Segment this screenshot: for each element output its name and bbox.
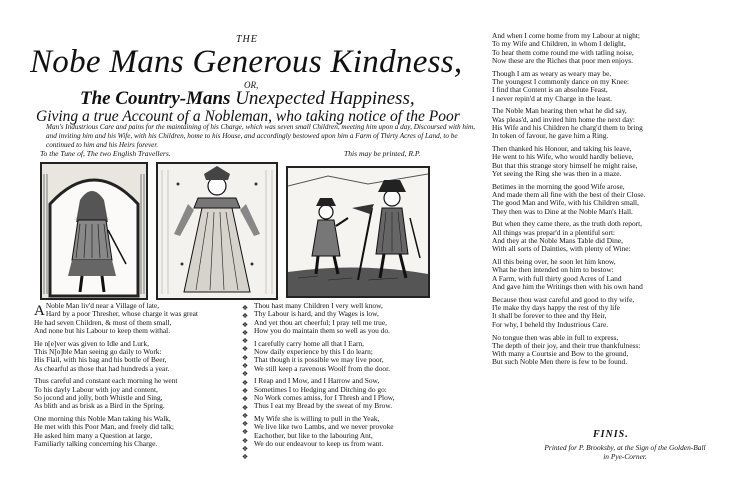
verse-line: No Work comes amiss, for I Thresh and I Plow, bbox=[254, 392, 395, 402]
verse-line: Noble Man liv'd near a Village of late, bbox=[45, 301, 160, 310]
verse-line: Hard by a poor Thresher, whose charge it was great bbox=[45, 309, 198, 319]
verse-line: The depth of their joy, and their true thankfulness: bbox=[492, 340, 641, 350]
stanza bbox=[34, 377, 234, 410]
gentleman-woodcut bbox=[40, 162, 148, 300]
verse-line: With all sorts of Dainties, with plenty of Wine: bbox=[492, 244, 631, 254]
verse-line: No tongue then was able in full to express, bbox=[492, 332, 619, 342]
verse-line: So jocond and jolly, both Whistle and Sing, bbox=[34, 392, 163, 402]
verse-line: Now these are the Riches that poor men enjoys. bbox=[492, 55, 633, 65]
verse-line: Betimes in the morning the good Wife arose, bbox=[492, 181, 625, 191]
stanza bbox=[492, 258, 728, 291]
subtitle-account: Giving a true Account of a Nobleman, who taking notice of the Poor bbox=[36, 108, 460, 125]
verse-line: Now daily experience by this I do learn; bbox=[254, 346, 373, 356]
verse-line: And gave him the Writings then with his own hand bbox=[492, 282, 643, 292]
verse-line: We live like two Lambs, and we never provoke bbox=[254, 422, 394, 432]
verse-line: His Wife and his Children he charg'd them to bring bbox=[492, 122, 643, 132]
stanza bbox=[254, 415, 468, 448]
stanza bbox=[492, 107, 728, 140]
verse-line: In token of favour, he gave him a Ring. bbox=[492, 131, 609, 141]
stanza bbox=[254, 340, 468, 373]
verse-line: And they at the Noble Mans Table did Dine, bbox=[492, 236, 623, 246]
verse-line: Then thanked his Honour, and taking his leave, bbox=[492, 144, 632, 154]
verse-line: He had seven Children, & most of them small, bbox=[34, 317, 172, 327]
verse-line: But such Noble Men there is few to be found. bbox=[492, 357, 628, 367]
subtitle bbox=[80, 88, 415, 110]
verse-line: With many a Courtsie and Bow to the ground, bbox=[492, 349, 629, 359]
verse-line: Sometimes I to Hedging and Ditching do go: bbox=[254, 384, 387, 394]
noble-lady-woodcut bbox=[156, 162, 278, 300]
countrymen-woodcut bbox=[286, 166, 430, 298]
verse-line: And none but his Labour to keep them withal. bbox=[34, 325, 171, 335]
stanza bbox=[492, 334, 728, 367]
verse-line: He went to his Wife, who would hardly believe, bbox=[492, 152, 634, 162]
pre-title: THE bbox=[236, 34, 258, 45]
subtitle-rest: Unexpected Happiness, bbox=[230, 88, 415, 109]
verse-line: Was pleas'd, and invited him home the next day: bbox=[492, 114, 635, 124]
verse-line: This N[o]ble Man seeing go daily to Work: bbox=[34, 346, 162, 356]
verse-line: He met with this Poor Man, and freely did talk; bbox=[34, 422, 174, 432]
verse-line: I Reap and I Mow, and I Harrow and Sow, bbox=[254, 376, 380, 386]
verse-line: And when I come home from my Labour at night; bbox=[492, 31, 640, 40]
verse-line: But when they came there, as the truth doth report, bbox=[492, 219, 643, 229]
printer-imprint bbox=[520, 443, 730, 461]
verse-line: I'le make thy days happy the rest of thy life bbox=[492, 303, 620, 313]
verse-line: The youngest I commonly dance on my Knee: bbox=[492, 76, 629, 86]
verse-line: He n[e]ver was given to Idle and Lurk, bbox=[34, 338, 149, 348]
verse-line: That though it is possible we may live poor, bbox=[254, 355, 384, 365]
stanza bbox=[34, 302, 234, 335]
verse-column-1 bbox=[34, 302, 234, 453]
verse-line: We do our endeavour to keep us from want. bbox=[254, 438, 384, 448]
verse-line: To my Wife and Children, in whom I delight, bbox=[492, 39, 626, 49]
stanza bbox=[34, 340, 234, 373]
stanza bbox=[492, 296, 728, 329]
verse-line: And made them all fine with the best of their Close. bbox=[492, 190, 646, 200]
licence-text: This may be printed, R.P. bbox=[344, 149, 421, 158]
stanza bbox=[254, 302, 468, 335]
verse-line: My Wife she is willing to pull in the Yeak, bbox=[254, 414, 380, 424]
finis-label: FINIS. bbox=[593, 429, 629, 440]
main-title: Nobe Mans Generous Kindness, bbox=[30, 44, 463, 80]
verse-line: It shall be forever to thee and thy Heir, bbox=[492, 311, 607, 321]
verse-line: A Farm, with full thirty good Acres of Land bbox=[492, 273, 622, 283]
verse-line: I carefully carry home all that I Earn, bbox=[254, 338, 364, 348]
verse-line: I never repin'd at my Charge in the least. bbox=[492, 93, 613, 103]
stanza bbox=[492, 220, 728, 253]
verse-line: The good Man and Wife, with his Children small, bbox=[492, 198, 639, 208]
or-line: OR, bbox=[244, 80, 259, 90]
verse-line: And yet thou art cheerful; I pray tell me true, bbox=[254, 317, 387, 327]
verse-line: All things was prepar'd in a plentiful sort: bbox=[492, 227, 616, 237]
verse-column-3 bbox=[492, 32, 728, 371]
subtitle-bold: The Country-Mans bbox=[80, 88, 231, 109]
stanza bbox=[492, 145, 728, 178]
verse-line: His Flail, with his bag and his bottle of Beer, bbox=[34, 355, 167, 365]
imprint-line-2: in Pye-Corner. bbox=[603, 452, 647, 461]
verse-line: Thus I eat my Bread by the sweat of my Brow. bbox=[254, 401, 393, 411]
verse-line: We still keep a ravenous Woolf from the door. bbox=[254, 363, 390, 373]
verse-line: He asked him many a Question at large, bbox=[34, 430, 153, 440]
verse-line: To his dayly Labour with joy and content, bbox=[34, 384, 158, 394]
stanza bbox=[254, 377, 468, 410]
verse-column-2 bbox=[254, 302, 468, 453]
stanza bbox=[492, 70, 728, 103]
verse-line: They then was to Dine at the Noble Man's Hall. bbox=[492, 206, 633, 216]
verse-line: As chearful as those that had hundreds a year. bbox=[34, 363, 170, 373]
verse-line: The Noble Man hearing then what he did say, bbox=[492, 106, 627, 116]
verse-line: All this being over, he soon let him know, bbox=[492, 257, 616, 267]
verse-line: To hear them come round me with tatling noise, bbox=[492, 47, 634, 57]
stanza bbox=[492, 183, 728, 216]
verse-line: Though I am as weary as weary may be, bbox=[492, 68, 612, 78]
stanza bbox=[34, 415, 234, 448]
verse-line: For why, I beheld thy Industrious Care. bbox=[492, 319, 609, 329]
drop-cap: A bbox=[34, 303, 45, 319]
summary-text: Man's Industrious Care and pains for the maintaining of his Charge, which was seven small Children, meeting him upon a day, Discoursed with him, and inviting him and his Wife, with his Children, home to his House, and accordingly bestowed upon him a Farm of Thirty Acres of Land, to be continued to him and his Heirs forever. bbox=[46, 123, 475, 149]
verse-line: Thus careful and constant each morning he went bbox=[34, 376, 178, 386]
tune-line bbox=[40, 149, 480, 158]
verse-line: Because thou wast careful and good to thy wife, bbox=[492, 294, 635, 304]
verse-line: Yet seeing the Ring she was then in a maze. bbox=[492, 168, 622, 178]
verse-line: I find that Content is an absolute Feast, bbox=[492, 85, 608, 95]
imprint-line-1: Printed for P. Brooksby, at the Sign of the Golden-Ball bbox=[544, 443, 706, 452]
verse-line: Eachother, but like to the labouring Ant, bbox=[254, 430, 373, 440]
verse-line: Familiarly talking concerning his Charge. bbox=[34, 438, 158, 448]
verse-line: How you do maintain them so well as you do. bbox=[254, 325, 390, 335]
verse-line: But that this strange story himself he might raise, bbox=[492, 160, 638, 170]
column-ornament: ❖ ❖ ❖ ❖ ❖ ❖ ❖ ❖ ❖ ❖ ❖ ❖ ❖ ❖ ❖ ❖ ❖ ❖ ❖ bbox=[241, 304, 249, 462]
verse-line: One morning this Noble Man taking his Walk, bbox=[34, 414, 171, 424]
tune-text: To the Tune of, The two English Travellers. bbox=[40, 149, 171, 158]
verse-line: Thou hast many Children I very well know, bbox=[254, 301, 383, 310]
stanza bbox=[492, 32, 728, 65]
verse-line: What he then intended on him to bestow: bbox=[492, 265, 614, 275]
verse-line: As blith and as brisk as a Bird in the Spring. bbox=[34, 401, 165, 411]
verse-line: Thy Labour is hard, and thy Wages is low, bbox=[254, 309, 379, 319]
